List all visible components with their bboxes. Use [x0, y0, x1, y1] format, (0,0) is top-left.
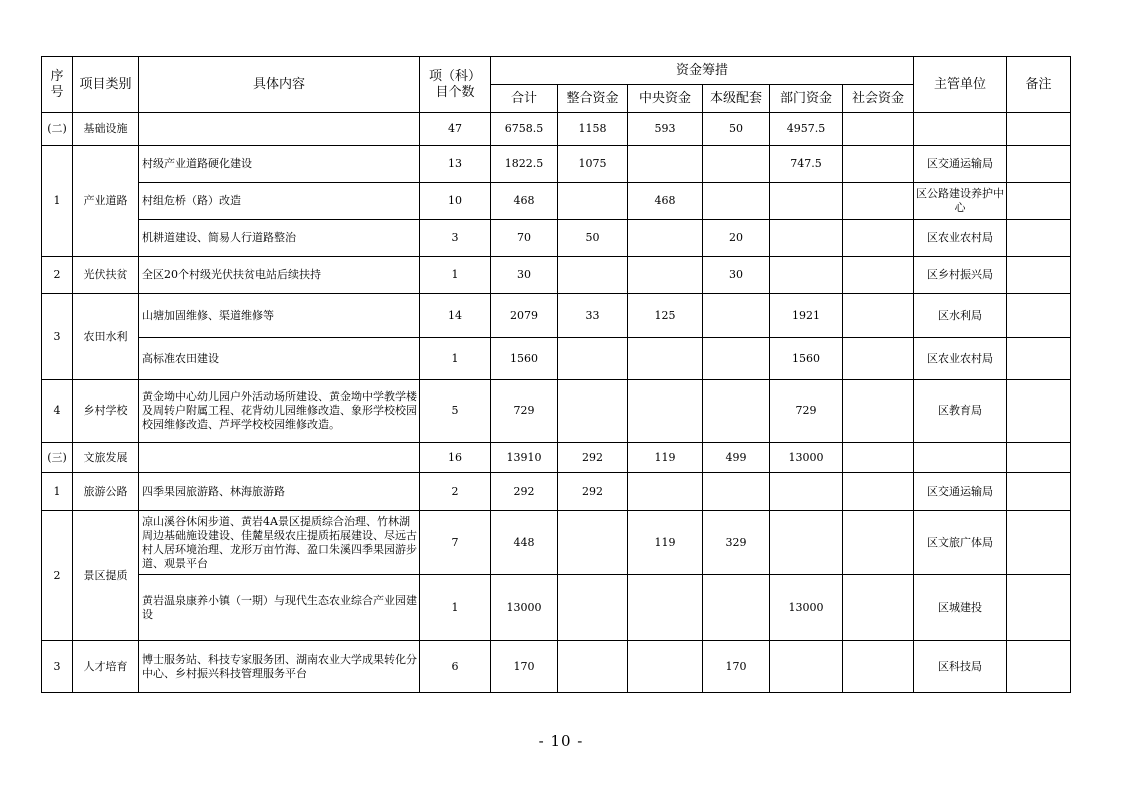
row-integrated	[558, 641, 628, 693]
row-total: 170	[491, 641, 558, 693]
row-local-match: 20	[703, 220, 770, 257]
row-content	[139, 113, 420, 146]
row-seq: 3	[42, 294, 73, 380]
row-seq: 4	[42, 380, 73, 443]
row-seq: 1	[42, 146, 73, 257]
row-category: 景区提质	[73, 511, 139, 641]
header-central: 中央资金	[628, 85, 703, 113]
row-dept: 4957.5	[770, 113, 843, 146]
row-unit	[914, 443, 1007, 473]
row-content	[139, 443, 420, 473]
row-remark	[1007, 338, 1071, 380]
row-integrated: 292	[558, 473, 628, 511]
row-content: 四季果园旅游路、林海旅游路	[139, 473, 420, 511]
table-row	[42, 338, 1071, 380]
table-row	[42, 380, 1071, 443]
row-central	[628, 338, 703, 380]
header-seq: 序号	[42, 57, 73, 113]
row-unit: 区教育局	[914, 380, 1007, 443]
row-integrated: 33	[558, 294, 628, 338]
row-remark	[1007, 294, 1071, 338]
row-count: 5	[420, 380, 491, 443]
table-body	[42, 113, 1071, 693]
row-count: 1	[420, 257, 491, 294]
row-dept: 1921	[770, 294, 843, 338]
row-local-match: 30	[703, 257, 770, 294]
header-remark: 备注	[1007, 57, 1071, 113]
row-total: 13910	[491, 443, 558, 473]
row-total: 292	[491, 473, 558, 511]
row-central: 119	[628, 511, 703, 575]
row-remark	[1007, 146, 1071, 183]
row-dept	[770, 511, 843, 575]
row-unit: 区农业农村局	[914, 338, 1007, 380]
row-dept	[770, 183, 843, 220]
table-row	[42, 443, 1071, 473]
table-row	[42, 220, 1071, 257]
row-count: 16	[420, 443, 491, 473]
row-count: 1	[420, 338, 491, 380]
row-remark	[1007, 641, 1071, 693]
row-unit	[914, 113, 1007, 146]
row-central	[628, 473, 703, 511]
row-seq: (二)	[42, 113, 73, 146]
row-local-match: 170	[703, 641, 770, 693]
row-integrated	[558, 183, 628, 220]
row-social	[843, 146, 914, 183]
row-category: 光伏扶贫	[73, 257, 139, 294]
row-total: 448	[491, 511, 558, 575]
row-central	[628, 220, 703, 257]
row-remark	[1007, 183, 1071, 220]
header-dept: 部门资金	[770, 85, 843, 113]
row-central	[628, 641, 703, 693]
row-unit: 区公路建设养护中心	[914, 183, 1007, 220]
row-local-match: 329	[703, 511, 770, 575]
row-total: 1822.5	[491, 146, 558, 183]
row-remark	[1007, 511, 1071, 575]
row-category: 农田水利	[73, 294, 139, 380]
row-seq: 2	[42, 511, 73, 641]
table-row	[42, 641, 1071, 693]
row-dept: 1560	[770, 338, 843, 380]
row-central: 119	[628, 443, 703, 473]
row-remark	[1007, 575, 1071, 641]
row-local-match	[703, 146, 770, 183]
row-count: 3	[420, 220, 491, 257]
table-row	[42, 473, 1071, 511]
row-unit: 区乡村振兴局	[914, 257, 1007, 294]
row-dept	[770, 257, 843, 294]
row-count: 47	[420, 113, 491, 146]
row-category: 基础设施	[73, 113, 139, 146]
row-local-match: 499	[703, 443, 770, 473]
row-integrated: 292	[558, 443, 628, 473]
row-local-match	[703, 575, 770, 641]
row-count: 14	[420, 294, 491, 338]
row-dept	[770, 641, 843, 693]
row-social	[843, 113, 914, 146]
table-row	[42, 511, 1071, 575]
row-central	[628, 380, 703, 443]
row-dept: 13000	[770, 575, 843, 641]
table-row	[42, 146, 1071, 183]
header-integrated: 整合资金	[558, 85, 628, 113]
table-row	[42, 575, 1071, 641]
row-dept	[770, 473, 843, 511]
row-unit: 区农业农村局	[914, 220, 1007, 257]
row-count: 10	[420, 183, 491, 220]
row-category: 乡村学校	[73, 380, 139, 443]
header-unit: 主管单位	[914, 57, 1007, 113]
row-central: 468	[628, 183, 703, 220]
row-dept: 729	[770, 380, 843, 443]
row-central	[628, 146, 703, 183]
row-category: 人才培育	[73, 641, 139, 693]
row-remark	[1007, 113, 1071, 146]
row-integrated: 1075	[558, 146, 628, 183]
header-content: 具体内容	[139, 57, 420, 113]
row-seq: 1	[42, 473, 73, 511]
row-integrated	[558, 380, 628, 443]
row-seq: (三)	[42, 443, 73, 473]
row-category: 文旅发展	[73, 443, 139, 473]
header-funding-group: 资金筹措	[491, 57, 914, 85]
row-integrated: 50	[558, 220, 628, 257]
row-content: 博士服务站、科技专家服务团、湖南农业大学成果转化分中心、乡村振兴科技管理服务平台	[139, 641, 420, 693]
row-local-match	[703, 183, 770, 220]
row-content: 黄金坳中心幼儿园户外活动场所建设、黄金坳中学教学楼及周转户附属工程、花背幼儿园维修改造、象形学校校园校园维修改造、芦坪学校校园维修改造。	[139, 380, 420, 443]
table-row	[42, 113, 1071, 146]
row-integrated: 1158	[558, 113, 628, 146]
row-content: 山塘加固维修、渠道维修等	[139, 294, 420, 338]
row-category: 旅游公路	[73, 473, 139, 511]
header-local-match: 本级配套	[703, 85, 770, 113]
header-category: 项目类别	[73, 57, 139, 113]
row-seq: 2	[42, 257, 73, 294]
page-number: - 10 -	[538, 732, 584, 750]
row-integrated	[558, 575, 628, 641]
row-count: 6	[420, 641, 491, 693]
row-local-match: 50	[703, 113, 770, 146]
row-total: 2079	[491, 294, 558, 338]
row-social	[843, 473, 914, 511]
row-social	[843, 443, 914, 473]
row-local-match	[703, 380, 770, 443]
row-remark	[1007, 257, 1071, 294]
row-dept: 13000	[770, 443, 843, 473]
row-local-match	[703, 473, 770, 511]
row-seq: 3	[42, 641, 73, 693]
row-content: 村组危桥（路）改造	[139, 183, 420, 220]
row-total: 729	[491, 380, 558, 443]
row-social	[843, 220, 914, 257]
row-content: 机耕道建设、简易人行道路整治	[139, 220, 420, 257]
row-integrated	[558, 257, 628, 294]
row-social	[843, 511, 914, 575]
row-total: 1560	[491, 338, 558, 380]
row-content: 高标准农田建设	[139, 338, 420, 380]
row-social	[843, 183, 914, 220]
row-count: 7	[420, 511, 491, 575]
funding-table	[41, 56, 1071, 693]
row-content: 村级产业道路硬化建设	[139, 146, 420, 183]
row-content: 全区20个村级光伏扶贫电站后续扶持	[139, 257, 420, 294]
row-local-match	[703, 338, 770, 380]
row-social	[843, 294, 914, 338]
row-integrated	[558, 511, 628, 575]
table-row	[42, 183, 1071, 220]
row-total: 30	[491, 257, 558, 294]
table-header	[42, 57, 1071, 113]
row-unit: 区科技局	[914, 641, 1007, 693]
row-central	[628, 257, 703, 294]
row-remark	[1007, 473, 1071, 511]
row-unit: 区交通运输局	[914, 473, 1007, 511]
row-total: 468	[491, 183, 558, 220]
header-social: 社会资金	[843, 85, 914, 113]
header-total: 合计	[491, 85, 558, 113]
row-content: 黄岩温泉康养小镇（一期）与现代生态农业综合产业园建设	[139, 575, 420, 641]
row-social	[843, 380, 914, 443]
row-content: 凉山溪谷休闲步道、黄岩4A景区提质综合治理、竹林湖周边基础施设建设、佳麓星级农庄提质拓展建设、尽远古村人居环境治理、龙形万亩竹海、盈口朱溪四季果园游步道、观景平台	[139, 511, 420, 575]
row-total: 13000	[491, 575, 558, 641]
row-central: 593	[628, 113, 703, 146]
row-unit: 区城建投	[914, 575, 1007, 641]
row-social	[843, 338, 914, 380]
row-central: 125	[628, 294, 703, 338]
row-total: 70	[491, 220, 558, 257]
row-dept	[770, 220, 843, 257]
row-social	[843, 641, 914, 693]
table-row	[42, 257, 1071, 294]
row-total: 6758.5	[491, 113, 558, 146]
row-count: 2	[420, 473, 491, 511]
row-category: 产业道路	[73, 146, 139, 257]
row-count: 13	[420, 146, 491, 183]
row-count: 1	[420, 575, 491, 641]
row-unit: 区交通运输局	[914, 146, 1007, 183]
row-dept: 747.5	[770, 146, 843, 183]
table-row	[42, 294, 1071, 338]
row-unit: 区文旅广体局	[914, 511, 1007, 575]
row-central	[628, 575, 703, 641]
header-count: 项（科）目个数	[420, 57, 491, 113]
row-integrated	[558, 338, 628, 380]
row-social	[843, 575, 914, 641]
row-social	[843, 257, 914, 294]
row-remark	[1007, 220, 1071, 257]
row-remark	[1007, 443, 1071, 473]
row-unit: 区水利局	[914, 294, 1007, 338]
row-local-match	[703, 294, 770, 338]
row-remark	[1007, 380, 1071, 443]
